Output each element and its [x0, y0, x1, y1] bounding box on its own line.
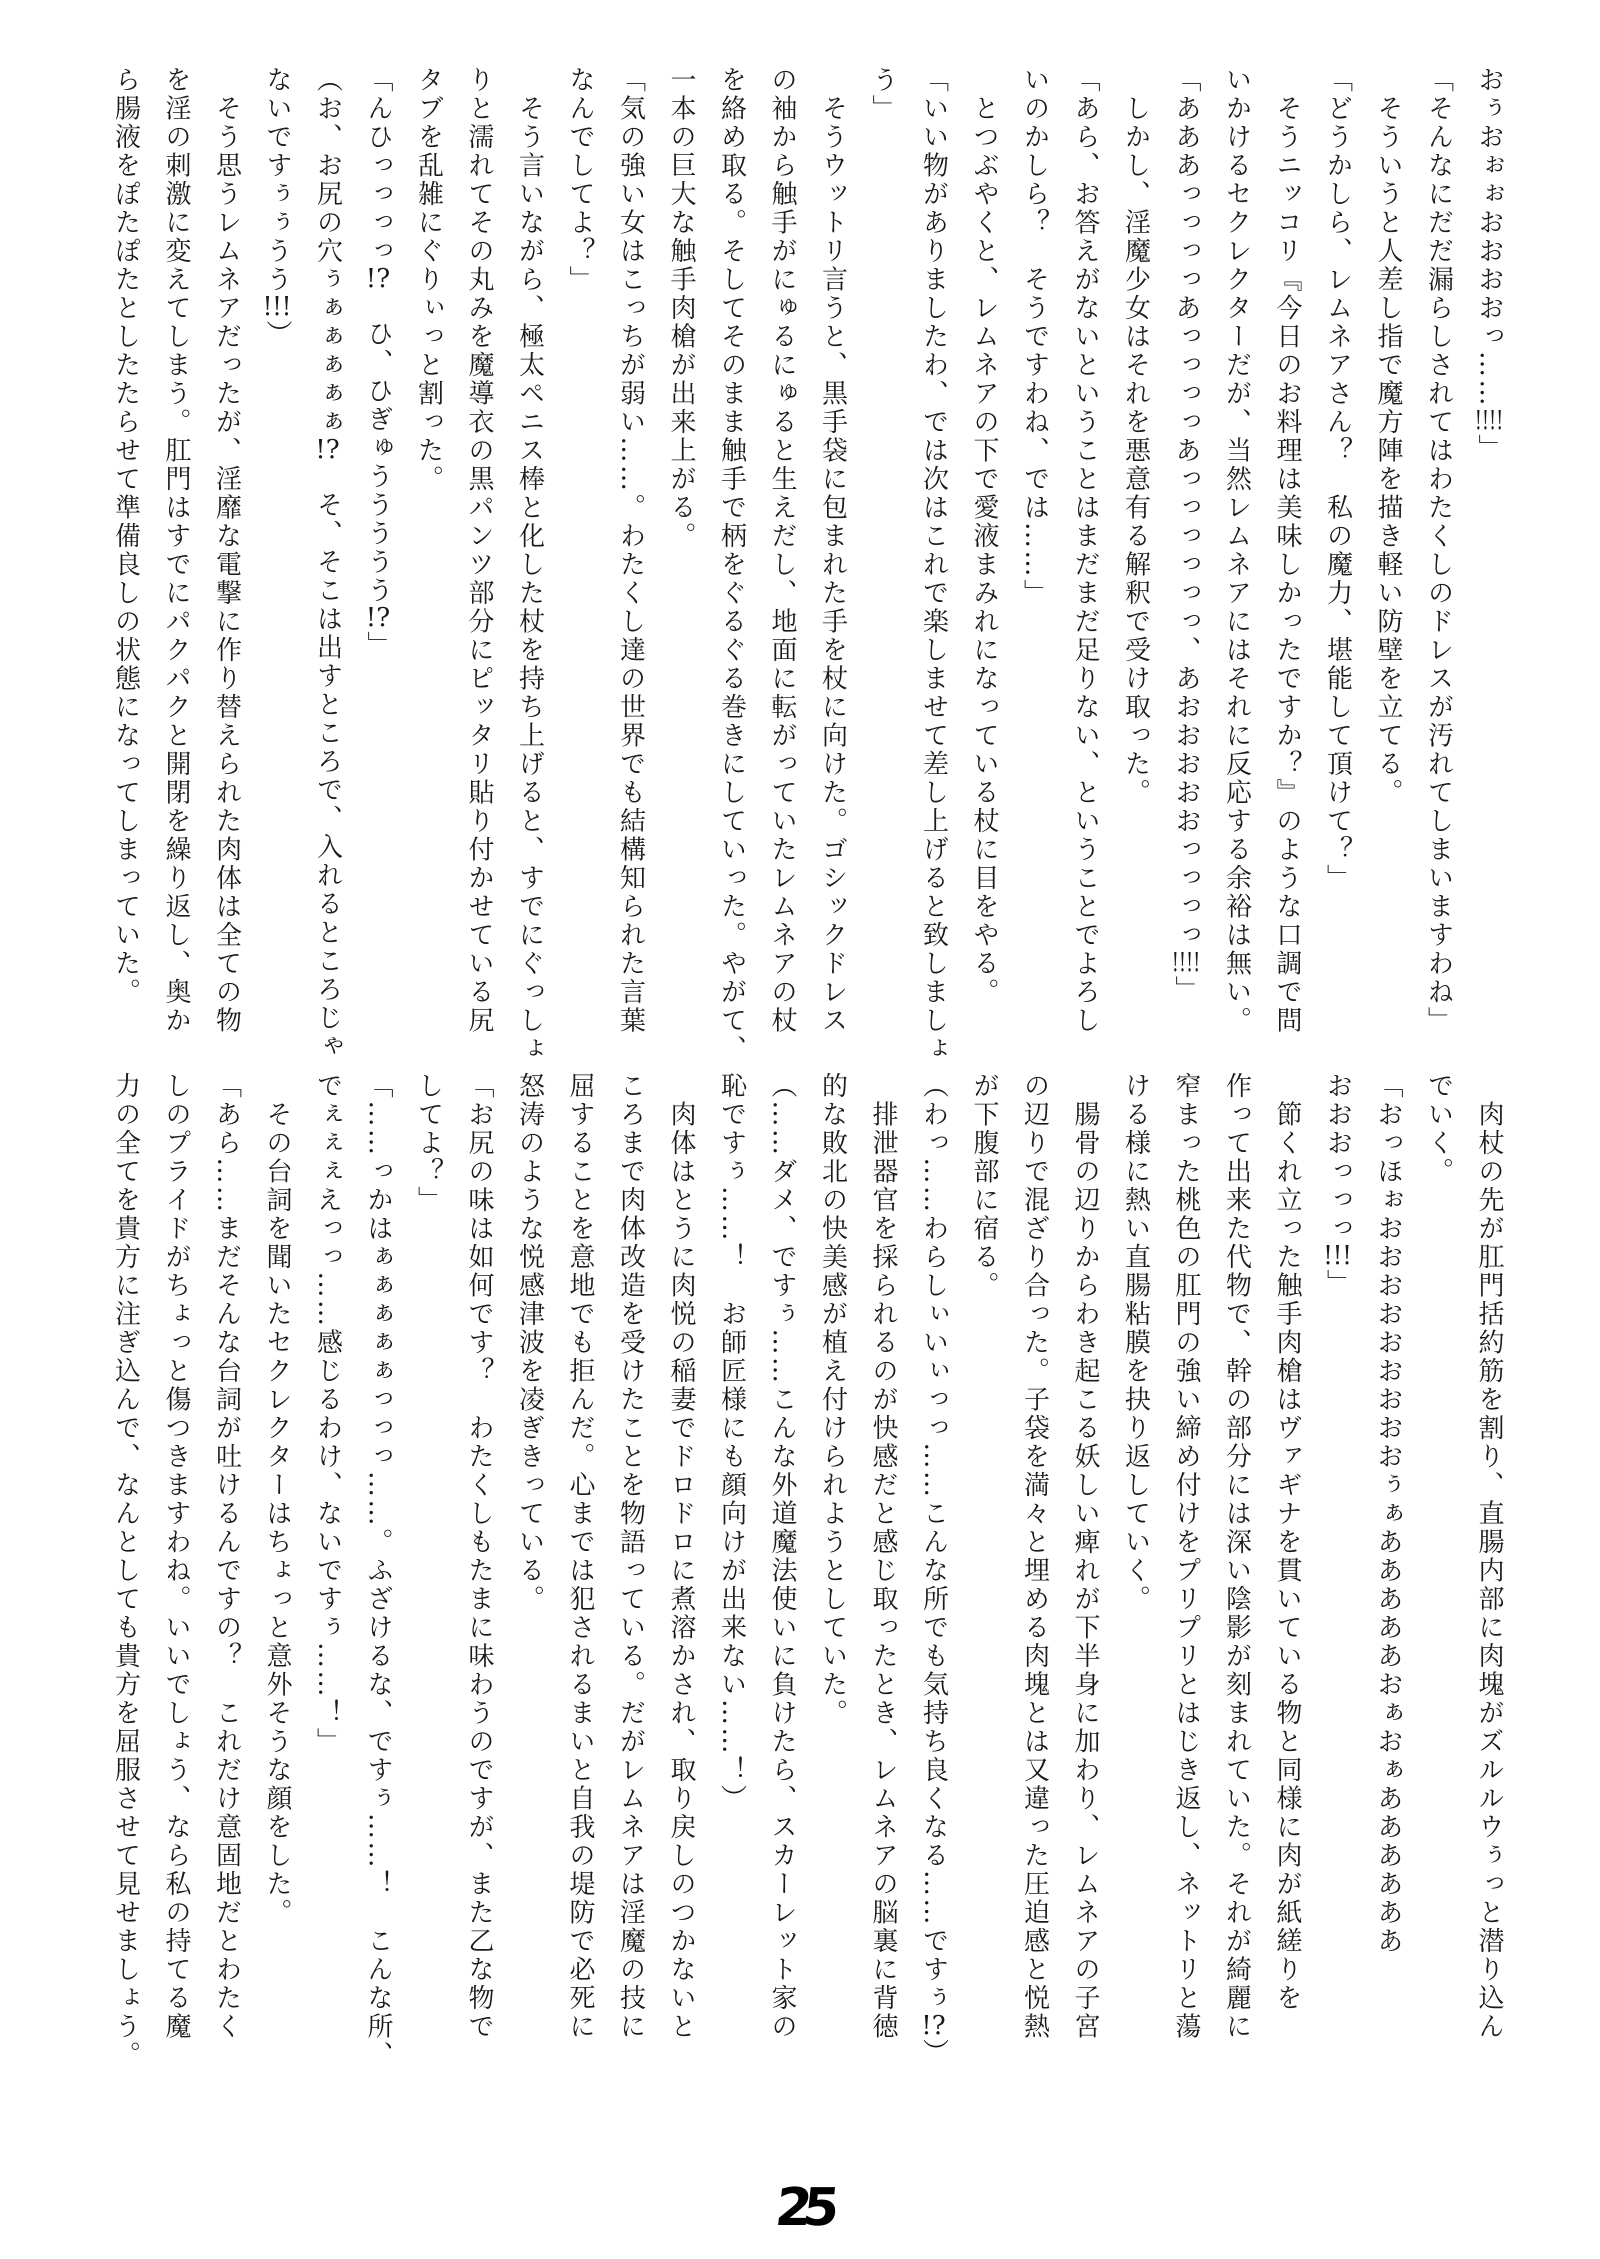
- text-column: 排泄器官を採られるのが快感だと感じ取ったとき、レムネアの脳裏に背徳: [868, 1072, 898, 2041]
- text-column: でぇぇぇえっっ……感じるわけ、ないですぅ……！」: [312, 1072, 343, 1756]
- text-column: そう思うレムネアだったが、淫靡な電撃に作り替えられた肉体は全ての物: [211, 66, 242, 1035]
- text-column: ける様に熱い直腸粘膜を抉り返していく。: [1120, 1072, 1151, 1614]
- text-column: 「いい物がありましたわ、では次はこれで楽しませて差し上げると致しましょ: [918, 66, 949, 1064]
- text-column: 節くれ立った触手肉槍はヴァギナを貫いている物と同様に肉が紙縒りを: [1272, 1072, 1302, 2013]
- text-column: おおおっっっ!!!」: [1322, 1072, 1353, 1298]
- text-column: 恥ですぅ……！ お師匠様にも顔向けが出来ない……！）: [716, 1072, 747, 1813]
- text-column: （わっ……わらしぃいぃっっ……こんな所でも気持ち良くなる……ですぅ!?）: [918, 1072, 949, 2067]
- text-column: 一本の巨大な触手肉槍が出来上がる。: [666, 66, 696, 551]
- text-column: の辺りで混ざり合った。子袋を満々と埋める肉塊とは又違った圧迫感と悦熱: [1019, 1072, 1050, 2041]
- text-column: おぅおぉぉおおおおっ……!!!!」: [1474, 66, 1504, 463]
- text-column: 肉杖の先が肛門括約筋を割り、直腸内部に肉塊がズルルウぅっと潜り込ん: [1474, 1072, 1504, 2041]
- text-column: ら腸液をぽたぽたとしたたらせて準備良しの状態になってしまっていた。: [110, 66, 141, 1007]
- text-column: 「どうかしら、レムネアさん？ 私の魔力、堪能して頂けて？」: [1322, 66, 1353, 893]
- text-column: タブを乱雑にぐりぃっと割った。: [413, 66, 444, 494]
- text-column: う」: [868, 66, 898, 123]
- text-column: そういうと人差し指で魔方陣を描き軽い防壁を立てる。: [1373, 66, 1403, 807]
- text-column: いかけるセクレクターだが、当然レムネアにはそれに反応する余裕は無い。: [1221, 66, 1252, 1035]
- text-column: を絡め取る。そしてそのまま触手で柄をぐるぐる巻きにしていった。やがて、: [716, 66, 747, 1064]
- text-column: ころまで肉体改造を受けたことを物語っている。だがレムネアは淫魔の技に: [615, 1072, 646, 2041]
- text-column: 作って出来た代物で、幹の部分には深い陰影が刻まれていた。それが綺麗に: [1221, 1072, 1252, 2041]
- text-column: （お、お尻の穴ぅぁぁぁぁぁ!? そ、そこは出すところで、入れるところじゃ: [312, 66, 343, 1061]
- page-number: 25: [772, 2178, 834, 2238]
- text-column: してよ？」: [413, 1072, 444, 1215]
- text-column: そう言いながら、極太ペニス棒と化した杖を持ち上げると、すでにぐっしょ: [514, 66, 545, 1064]
- text-column: の袖から触手がにゅるにゅると生えだし、地面に転がっていたレムネアの杖: [767, 66, 797, 1035]
- tcy-punctuation: !!!!: [1474, 408, 1504, 434]
- text-column: （……ダメ、ですぅ……こんな外道魔法使いに負けたら、スカーレット家の: [767, 1072, 797, 2041]
- tcy-punctuation: !!!: [1323, 1243, 1352, 1269]
- text-column: そうニッコリ『今日のお料理は美味しかったですか？』のような口調で問: [1272, 66, 1302, 1035]
- text-column: 「あら……まだそんな台詞が吐けるんですの？ これだけ意固地だとわたく: [211, 1072, 242, 2041]
- tcy-punctuation: !!!: [262, 294, 292, 320]
- text-column: しかし、淫魔少女はそれを悪意有る解釈で受け取った。: [1120, 66, 1151, 807]
- text-column: 腸骨の辺りからわき起こる妖しい痺れが下半身に加わり、レムネアの子宮: [1070, 1072, 1100, 2041]
- text-column: が下腹部に宿る。: [969, 1072, 999, 1300]
- text-column: 的な敗北の快美感が植え付けられようとしていた。: [817, 1072, 848, 1728]
- text-column: りと濡れてその丸みを魔導衣の黒パンツ部分にピッタリ貼り付かせている尻: [464, 66, 494, 1035]
- text-column: その台詞を聞いたセクレクターはちょっと意外そうな顔をした。: [262, 1072, 292, 1927]
- text-column: 「あああっっっっあっっっっあっっっっっっ、あおおおおおっっっっ!!!!」: [1171, 66, 1201, 1004]
- text-column: しのプライドがちょっと傷つきますわね。いいでしょう、なら私の持てる魔: [161, 1072, 191, 2041]
- text-column: そうウットリ言うと、黒手袋に包まれた手を杖に向けた。ゴシックドレス: [817, 66, 848, 1035]
- text-column: 「おっほぉおおおおおおおおおぅぁあああああおぁおぁああああああ: [1373, 1072, 1403, 1956]
- tcy-punctuation: !!!!: [1171, 949, 1201, 976]
- text-column: 「……っかはぁぁぁぁぁっっっ……。ふざけるな、ですぅ……！ こんな所、: [363, 1072, 393, 2070]
- text-column: とつぶやくと、レムネアの下で愛液まみれになっている杖に目をやる。: [969, 66, 999, 1007]
- text-column: 「お尻の味は如何です？ わたくしもたまに味わうのですが、また乙な物で: [464, 1072, 494, 2041]
- text-column: いのかしら？ そうですわね、では……」: [1019, 66, 1050, 608]
- text-column: 「あら、お答えがないということはまだまだ足りない、ということでよろし: [1070, 66, 1100, 1035]
- tcy-punctuation: !?: [315, 436, 340, 463]
- tcy-punctuation: !?: [365, 605, 391, 631]
- text-column: 屈することを意地でも拒んだ。心までは犯されるまいと自我の堤防で必死に: [565, 1072, 595, 2041]
- text-column: 「気の強い女はこっちが弱い……。わたくし達の世界でも結構知られた言葉: [615, 66, 646, 1035]
- text-column: でいく。: [1423, 1072, 1454, 1186]
- text-column: 窄まった桃色の肛門の強い締め付けをプリプリとはじき返し、ネットリと蕩: [1171, 1072, 1201, 2041]
- tcy-punctuation: !?: [921, 2012, 946, 2039]
- text-column: 怒涛のような悦感津波を凌ぎきっている。: [514, 1072, 545, 1614]
- text-column: 力の全てを貴方に注ぎ込んで、なんとしても貴方を屈服させて見せましょう。: [110, 1072, 141, 2070]
- text-column: なんでしてよ？」: [565, 66, 595, 294]
- top-text-block: [100, 66, 1514, 1074]
- text-column: 「そんなにだだ漏らしされてはわたくしのドレスが汚れてしまいますわね」: [1423, 66, 1454, 1035]
- text-column: 「んひっっっっ!? ひ、ひぎゅううううう!?」: [363, 66, 393, 660]
- bottom-text-block: [100, 1072, 1514, 2084]
- text-column: 肉体はとうに肉悦の稲妻でドロドロに煮溶かされ、取り戻しのつかないと: [666, 1072, 696, 2041]
- tcy-punctuation: !?: [365, 265, 391, 292]
- text-column: ないですぅぅうう!!!）: [262, 66, 292, 349]
- text-column: を淫の刺激に変えてしまう。肛門はすでにパクパクと開閉を繰り返し、奥か: [161, 66, 191, 1035]
